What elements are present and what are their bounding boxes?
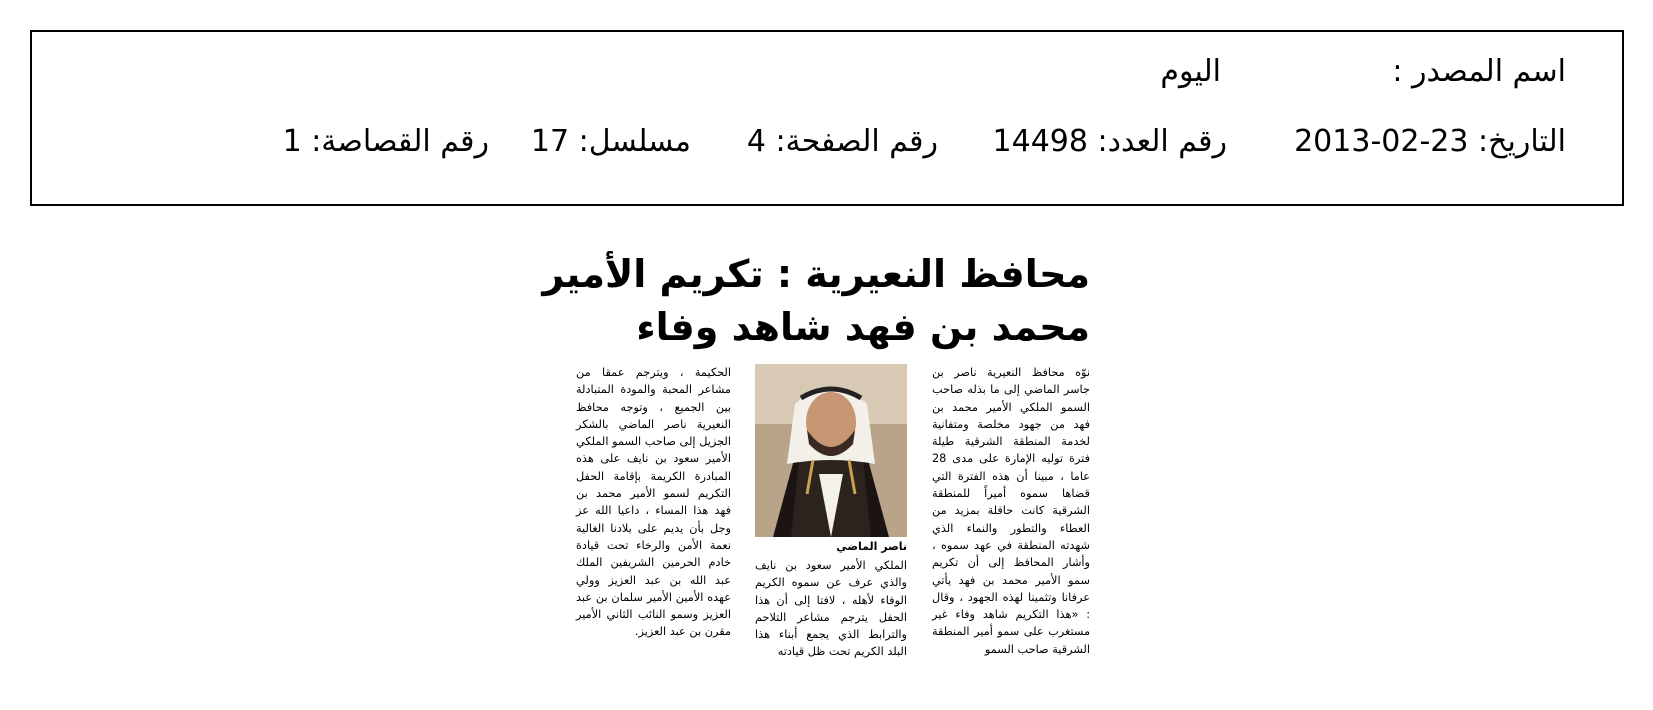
source-label: اسم المصدر : bbox=[1392, 54, 1566, 89]
issue-number-field: رقم العدد: 14498 bbox=[992, 124, 1227, 159]
article-column-right: نوّه محافظ النعيرية ناصر بن جاسر الماضي إلى ما بذله صاحب السمو الملكي الأمير محمد بن فهد من جهود مخلصة ومتفانية لخدمة المنطقة الشرقية طيلة فترة توليه الإمارة على مدى 28 عاما ، مبينا أن هذه الفترة التي قضاها سموه أميراً للمنطقة الشرقية كانت حافلة بمزيد من العطاء والتطور والنماء الذي شهدته المنطقة في عهد سموه ، وأشار المحافظ إلى أن تكريم سمو الأمير محمد بن فهد يأتي عرفانا وتثمينا لهذه الجهود ، وقال : «هذا التكريم شاهد وفاء غير مستغرب على سمو أمير المنطقة الشرقية صاحب السمو bbox=[932, 366, 1090, 656]
serial-number-field: مسلسل: 17 bbox=[530, 124, 691, 159]
news-article bbox=[542, 248, 1090, 688]
article-column-left: الحكيمة ، ويترجم عمقا من مشاعر المحبة والمودة المتبادلة بين الجميع ، وتوجه محافظ النعيرية ناصر الماضي بالشكر الجزيل إلى صاحب السمو الملكي الأمير سعود بن نايف على هذه المبادرة الكريمة بإقامة الحفل التكريم لسمو الأمير محمد بن فهد هذا المساء ، داعيا الله عز وجل بأن يديم على بلادنا الغالية نعمة الأمن والرخاء تحت قيادة خادم الحرمين الشريفين الملك عبد الله بن عبد العزيز وولي عهده الأمين الأمير سلمان بن عبد العزيز وسمو النائب الثاني الأمير مقرن بن عبد العزيز. bbox=[576, 366, 731, 639]
metadata-line bbox=[32, 32, 1622, 204]
source-value: اليوم bbox=[1160, 54, 1221, 89]
clipping-number-field: رقم القصاصة: 1 bbox=[282, 124, 489, 159]
portrait-photo bbox=[755, 364, 907, 537]
article-headline bbox=[542, 248, 1090, 354]
photo-caption: ناصر الماضي bbox=[836, 540, 907, 553]
page-number-field: رقم الصفحة: 4 bbox=[746, 124, 938, 159]
source-info-box bbox=[30, 30, 1624, 206]
headline-line-2: محمد بن فهد شاهد وفاء bbox=[636, 305, 1090, 349]
headline-line-1: محافظ النعيرية : تكريم الأمير bbox=[542, 252, 1090, 296]
article-column-middle: الملكي الأمير سعود بن نايف والذي عرف عن سموه الكريم الوفاء لأهله ، لافتا إلى أن هذا الحفل يترجم مشاعر التلاحم والترابط الذي يجمع أبناء هذا البلد الكريم تحت ظل قيادته bbox=[755, 559, 907, 659]
date-field: التاريخ: 23-02-2013 bbox=[1294, 124, 1566, 159]
